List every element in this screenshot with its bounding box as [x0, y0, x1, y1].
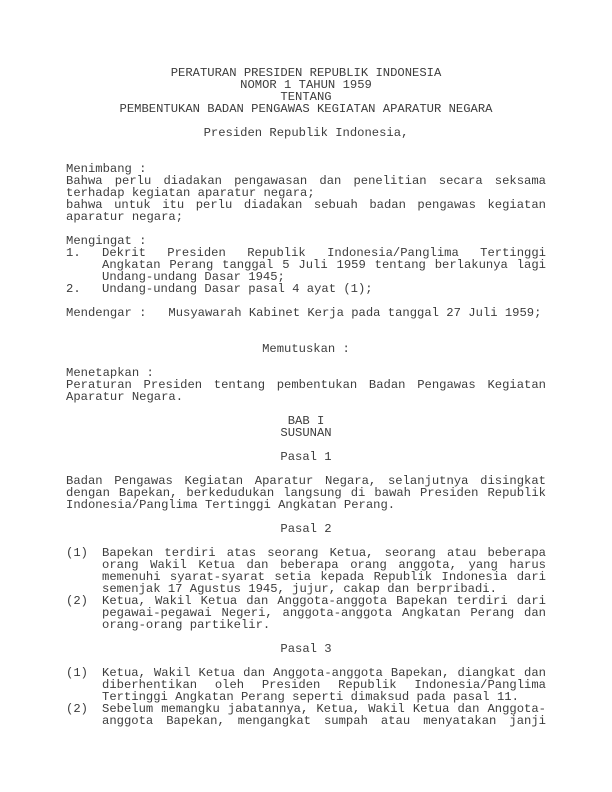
doc-centered-block: [66, 415, 546, 439]
list-item-text: Dekrit Presiden Republik Indonesia/Panglima Tertinggi Angkatan Perang tanggal 5 Juli 1959 tentang berlakunya lagi Undang-undang Dasar 1945;: [102, 246, 546, 284]
doc-paragraph: Badan Pengawas Kegiatan Aparatur Negara, selanjutnya disingkat dengan Bapekan, berkedudukan langsung di bawah Presiden Republik Indonesia/Panglima Tertinggi Angkatan Perang.: [66, 474, 546, 512]
doc-paragraph: Bahwa perlu diadakan pengawasan dan penelitian secara seksama terhadap kegiatan aparatur negara;: [66, 174, 546, 200]
document-content: [66, 67, 546, 727]
doc-list-item: [66, 547, 546, 595]
doc-list-item: [66, 283, 546, 295]
doc-paragraph: Peraturan Presiden tentang pembentukan Badan Pengawas Kegiatan Aparatur Negara.: [66, 378, 546, 404]
list-item-text: Sebelum memangku jabatannya, Ketua, Wakil Ketua dan Anggota-anggota Bapekan, mengangkat sumpah atau menyatakan janji: [102, 702, 546, 728]
doc-list-item: [66, 595, 546, 631]
doc-list-item: [66, 703, 546, 727]
document-line: BAB I: [287, 414, 325, 428]
document-line: Mengingat :: [66, 234, 147, 248]
list-item-marker: 1.: [66, 246, 81, 260]
list-item-marker: (2): [66, 594, 88, 608]
document-line: SUSUNAN: [280, 426, 332, 440]
document-line: NOMOR 1 TAHUN 1959: [240, 78, 372, 92]
doc-preformatted-line: Mendengar : Musyawarah Kabinet Kerja pada tanggal 27 Juli 1959;: [66, 306, 542, 320]
document-line: Presiden Republik Indonesia,: [203, 126, 409, 140]
doc-list-item: [66, 667, 546, 703]
doc-centered-block: [66, 523, 546, 535]
document-line: PEMBENTUKAN BADAN PENGAWAS KEGIATAN APARATUR NEGARA: [119, 102, 493, 116]
document-line: Pasal 3: [280, 642, 332, 656]
document-line: Memutuskan :: [262, 342, 350, 356]
doc-centered-block: [66, 343, 546, 355]
list-item-text: Bapekan terdiri atas seorang Ketua, seorang atau beberapa orang Wakil Ketua dan beberapa orang anggota, yang harus memenuhi syarat-syarat setia kepada Republik Indonesia dari semenjak 17 Agustus 1945, jujur, cakap dan berpribadi.: [102, 546, 546, 596]
doc-centered-block: [66, 451, 546, 463]
list-item-marker: 2.: [66, 282, 81, 296]
list-item-marker: (1): [66, 546, 88, 560]
list-item-marker: (1): [66, 666, 88, 680]
list-item-text: Ketua, Wakil Ketua dan Anggota-anggota Bapekan, diangkat dan diberhentikan oleh Presiden Republik Indonesia/Panglima Tertinggi Angkatan Perang seperti dimaksud pada pasal 11.: [102, 666, 546, 704]
doc-centered-block: [66, 643, 546, 655]
document-line: Menetapkan :: [66, 366, 154, 380]
document-line: Pasal 1: [280, 450, 332, 464]
list-item-text: Undang-undang Dasar pasal 4 ayat (1);: [102, 282, 373, 296]
document-line: Menimbang :: [66, 162, 147, 176]
document-line: TENTANG: [280, 90, 332, 104]
doc-centered-block: [66, 67, 546, 115]
document-line: PERATURAN PRESIDEN REPUBLIK INDONESIA: [170, 66, 442, 80]
doc-paragraph: bahwa untuk itu perlu diadakan sebuah badan pengawas kegiatan aparatur negara;: [66, 198, 546, 224]
doc-centered-block: [66, 127, 546, 139]
list-item-text: Ketua, Wakil Ketua dan Anggota-anggota Bapekan terdiri dari pegawai-pegawai Negeri, anggota-anggota Angkatan Perang dan orang-orang partikelir.: [102, 594, 546, 632]
document-line: Pasal 2: [280, 522, 332, 536]
doc-list-item: [66, 247, 546, 283]
list-item-marker: (2): [66, 702, 88, 716]
